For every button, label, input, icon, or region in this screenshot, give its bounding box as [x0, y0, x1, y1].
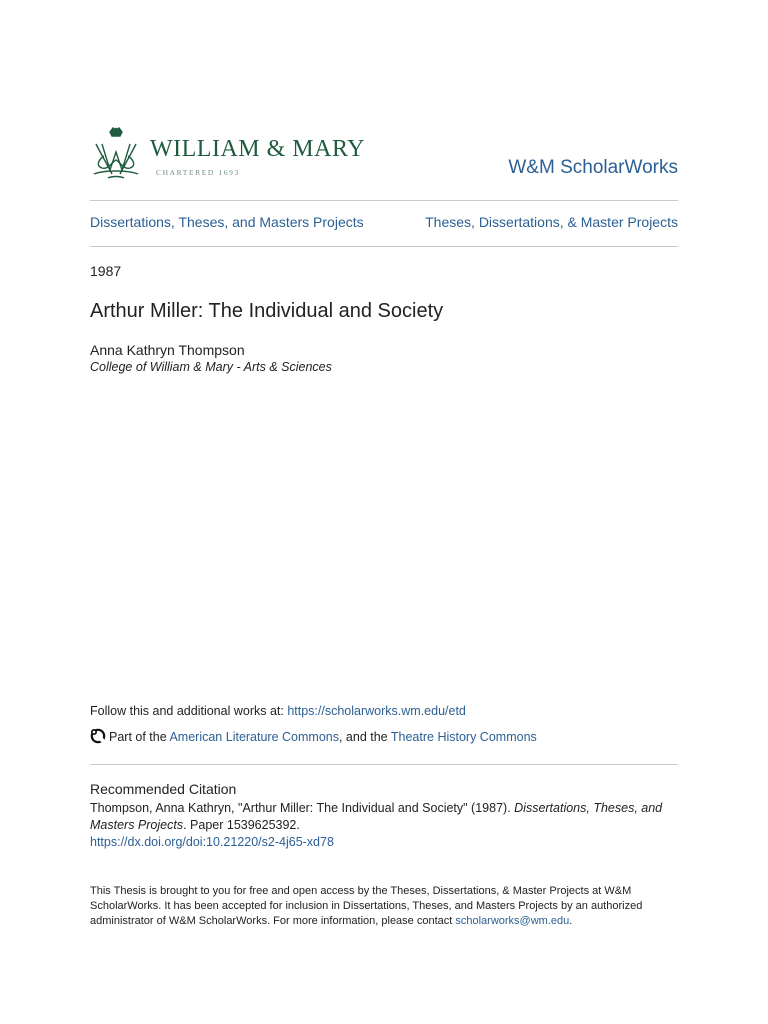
american-literature-commons-link[interactable]: American Literature Commons [169, 730, 339, 744]
citation-body: Thompson, Anna Kathryn, "Arthur Miller: The Individual and Society" (1987). [90, 801, 515, 815]
divider [90, 246, 678, 247]
follow-line [90, 704, 466, 718]
commons-network-icon [90, 728, 106, 747]
logo-wordmark: WILLIAM & MARY [150, 136, 365, 162]
etd-link[interactable]: https://scholarworks.wm.edu/etd [287, 704, 466, 718]
collection-link[interactable]: Dissertations, Theses, and Masters Projects [90, 214, 364, 230]
contact-email-link[interactable]: scholarworks@wm.edu [455, 915, 570, 927]
citation-paper: . Paper 1539625392. [183, 818, 300, 832]
logo-charter: CHARTERED 1693 [156, 168, 240, 177]
author-name: Anna Kathryn Thompson [90, 342, 245, 358]
divider [90, 764, 678, 765]
document-title: Arthur Miller: The Individual and Society [90, 300, 444, 322]
publication-year: 1987 [90, 263, 122, 279]
series-link[interactable]: Theses, Dissertations, & Master Projects [425, 214, 678, 230]
divider [90, 200, 678, 201]
access-text: This Thesis is brought to you for free and open access by the Theses, Dissertations, & Master Projects at W&M ScholarWorks. It has been accepted for inclusion in Dissertations, Theses, and Masters Projects by an authorized administrator of W&M ScholarWorks. For more information, please contact [90, 885, 643, 927]
access-end: . [569, 915, 573, 927]
header [90, 124, 678, 184]
citation-heading: Recommended Citation [90, 781, 237, 797]
part-of-label: Part of the [109, 730, 170, 744]
cypher-crest-icon [90, 126, 142, 182]
follow-label: Follow this and additional works at: [90, 704, 288, 718]
citation-journal: Dissertations, Theses, and Masters Projects [90, 801, 663, 832]
access-statement [90, 884, 678, 929]
part-of-connector: , and the [338, 730, 391, 744]
william-mary-logo[interactable] [90, 126, 380, 182]
repository-link[interactable]: W&M ScholarWorks [508, 157, 678, 178]
theatre-history-commons-link[interactable]: Theatre History Commons [390, 730, 537, 744]
part-of-line [90, 728, 537, 747]
citation-text [90, 800, 678, 851]
doi-link[interactable]: https://dx.doi.org/doi:10.21220/s2-4j65-xd78 [90, 835, 334, 849]
author-affiliation: College of William & Mary - Arts & Sciences [90, 360, 332, 374]
